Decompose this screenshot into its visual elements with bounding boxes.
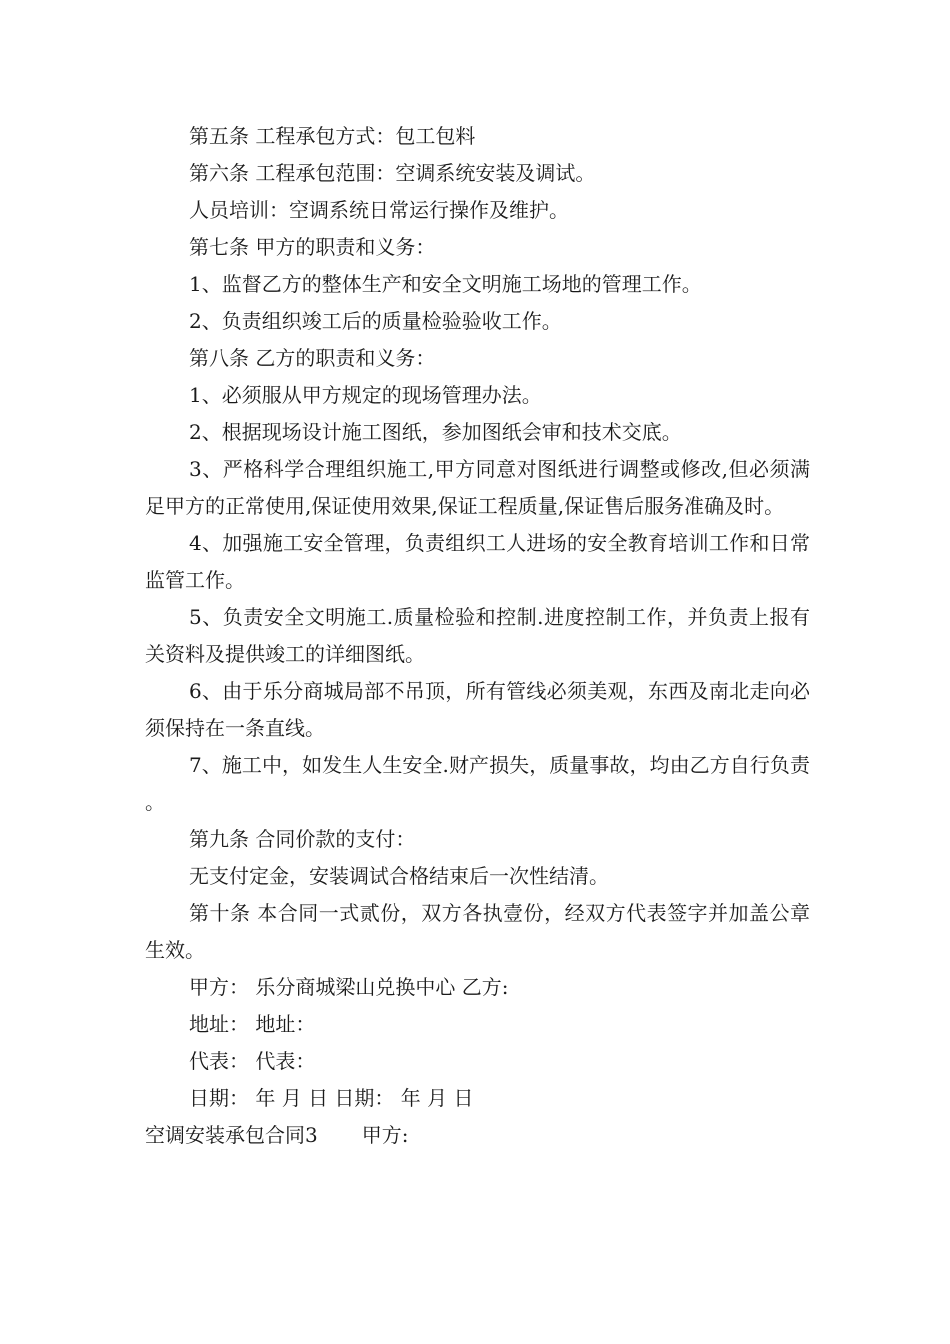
article-8-item-3: 3、严格科学合理组织施工,甲方同意对图纸进行调整或修改,但必须满足甲方的正常使用,保证使用效果,保证工程质量,保证售后服务准确及时。 [145,457,810,518]
staff-training: 人员培训：空调系统日常运行操作及维护。 [189,198,569,222]
payment-terms: 无支付定金，安装调试合格结束后一次性结清。 [189,864,609,888]
article-8-heading: 第八条 乙方的职责和义务： [189,346,436,370]
article-7-item-2: 2、负责组织竣工后的质量检验验收工作。 [189,309,562,333]
article-8-item-4: 4、加强施工安全管理，负责组织工人进场的安全教育培训工作和日常监管工作。 [145,531,810,592]
contract-body [145,118,810,1154]
article-8-item-6: 6、由于乐分商城局部不吊顶，所有管线必须美观，东西及南北走向必须保持在一条直线。 [145,679,810,740]
article-9-heading: 第九条 合同价款的支付： [189,827,416,851]
next-contract-title: 空调安装承包合同3 [145,1123,318,1147]
article-6-contract-scope: 第六条 工程承包范围：空调系统安装及调试。 [189,161,596,185]
signature-date: 日期： 年 月 日 日期： 年 月 日 [189,1086,474,1110]
article-8-item-2: 2、根据现场设计施工图纸，参加图纸会审和技术交底。 [189,420,682,444]
article-8-item-7: 7、施工中，如发生人生安全.财产损失，质量事故，均由乙方自行负责。 [145,753,810,814]
article-7-heading: 第七条 甲方的职责和义务： [189,235,436,259]
article-5-contract-method: 第五条 工程承包方式：包工包料 [189,124,476,148]
article-7-item-1: 1、监督乙方的整体生产和安全文明施工场地的管理工作。 [189,272,702,296]
signature-address: 地址： 地址： [189,1012,316,1036]
article-10-effectiveness: 第十条 本合同一式贰份，双方各执壹份，经双方代表签字并加盖公章生效。 [145,901,810,962]
signature-party-a: 甲方： 乐分商城梁山兑换中心 乙方: [189,975,509,999]
article-8-item-5: 5、负责安全文明施工.质量检验和控制.进度控制工作，并负责上报有关资料及提供竣工的详细图纸。 [145,605,810,666]
signature-representative: 代表： 代表： [189,1049,316,1073]
next-contract-party-a: 甲方: [361,1123,409,1147]
next-contract-line [145,1117,810,1154]
article-8-item-1: 1、必须服从甲方规定的现场管理办法。 [189,383,542,407]
